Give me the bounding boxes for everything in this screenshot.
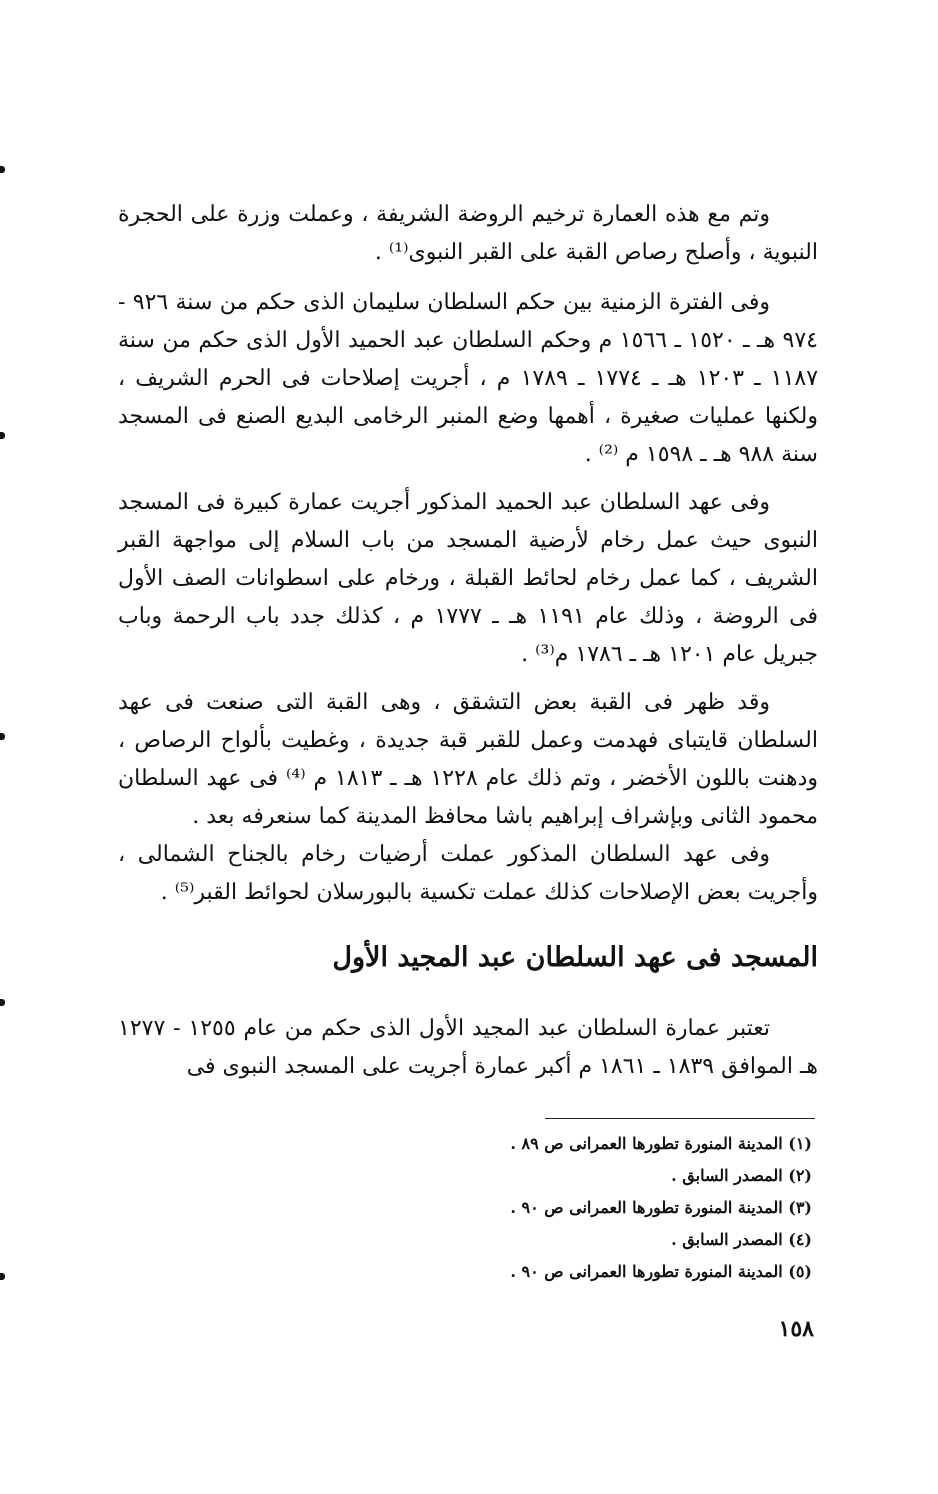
paragraph: تعتبر عمارة السلطان عبد المجيد الأول الذى حكم من عام ١٢٥٥ - ١٢٧٧ هـ الموافق ١٨٣٩ ـ ١٨٦١ م أكبر عمارة أجريت على المسجد النبوى فى	[118, 1016, 818, 1079]
footnote-divider	[545, 1118, 815, 1119]
scan-edge-mark	[0, 733, 5, 740]
scan-edge-mark	[0, 432, 5, 439]
body-text-lower	[118, 1010, 818, 1086]
scan-edge-mark	[0, 999, 5, 1006]
footnote-item: (٢) المصدر السابق .	[671, 1166, 812, 1185]
footnotes-list	[300, 1128, 812, 1288]
paragraph: وقد ظهر فى القبة بعض التشقق ، وهى القبة التى صنعت فى عهد السلطان قايتباى فهدمت وعمل للقبر قبة جديدة ، وغطيت بألواح الرصاص ، ودهنت باللون الأخضر ، وتم ذلك عام ١٢٢٨ هـ ـ ١٨١٣ م ⁽⁴⁾ فى عهد السلطان محمود الثانى وبإشراف إبراهيم باشا محافظ المدينة كما سنعرفه بعد .	[118, 690, 818, 829]
section-heading: المسجد فى عهد السلطان عبد المجيد الأول	[332, 942, 818, 973]
footnote-item: (٣) المدينة المنورة تطورها العمرانى ص ٩٠ .	[510, 1198, 812, 1217]
paragraph: وفى عهد السلطان المذكور عملت أرضيات رخام بالجناح الشمالى ، وأجريت بعض الإصلاحات كذلك عملت تكسية بالبورسلان لحوائط القبر⁽⁵⁾ .	[118, 842, 818, 905]
footnote-item: (٤) المصدر السابق .	[671, 1230, 812, 1249]
paragraph: وفى الفترة الزمنية بين حكم السلطان سليمان الذى حكم من سنة ٩٢٦ - ٩٧٤ هـ ـ ١٥٢٠ ـ ١٥٦٦ م وحكم السلطان عبد الحميد الأول الذى حكم من سنة ١١٨٧ ـ ١٢٠٣ هـ ـ ١٧٧٤ ـ ١٧٨٩ م ، أجريت إصلاحات فى الحرم الشريف ، ولكنها عمليات صغيرة ، أهمها وضع المنبر الرخامى البديع الصنع فى المسجد سنة ٩٨٨ هـ ـ ١٥٩٨ م ⁽²⁾ .	[118, 290, 819, 467]
page-number: ١٥٨	[778, 1316, 814, 1342]
paragraph: وتم مع هذه العمارة ترخيم الروضة الشريفة ، وعملت وزرة على الحجرة النبوية ، وأصلح رصاص القبة على القبر النبوى⁽¹⁾ .	[118, 202, 818, 265]
scan-edge-mark	[0, 1273, 5, 1280]
footnote-item: (١) المدينة المنورة تطورها العمرانى ص ٨٩ .	[510, 1134, 812, 1153]
paragraph: وفى عهد السلطان عبد الحميد المذكور أجريت عمارة كبيرة فى المسجد النبوى حيث عمل رخام لأرضية المسجد من باب السلام إلى مواجهة القبر الشريف ، كما عمل رخام لحائط القبلة ، ورخام على اسطوانات الصف الأول فى الروضة ، وذلك عام ١١٩١ هـ ـ ١٧٧٧ م ، كذلك جدد باب الرحمة وباب جبريل عام ١٢٠١ هـ ـ ١٧٨٦ م⁽³⁾ .	[118, 490, 818, 667]
footnote-item: (٥) المدينة المنورة تطورها العمرانى ص ٩٠ .	[510, 1262, 812, 1281]
body-text-upper	[118, 196, 818, 912]
scan-edge-mark	[0, 166, 5, 173]
